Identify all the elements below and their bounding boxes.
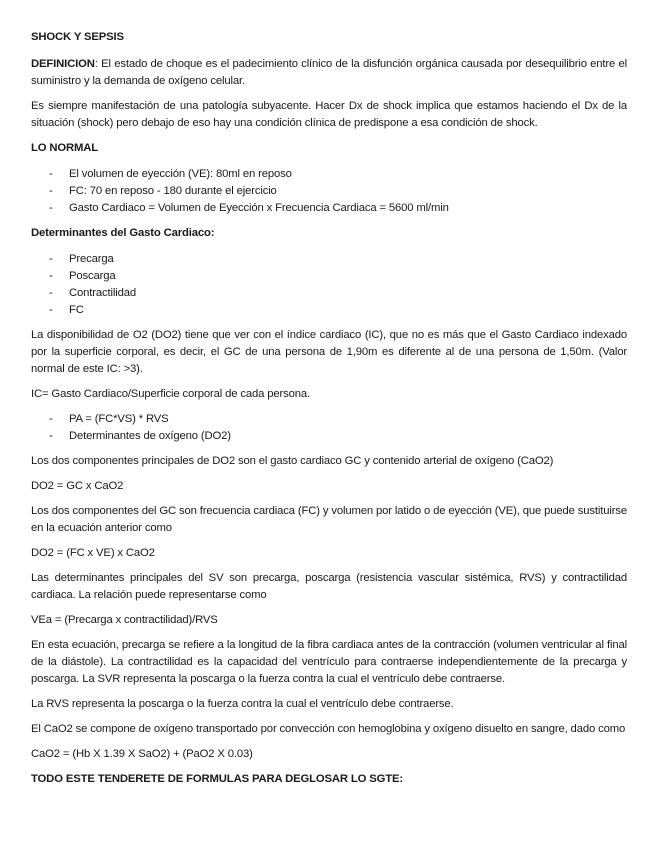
list-item: - El volumen de eyección (VE): 80ml en reposo xyxy=(49,166,627,183)
cao2-paragraph: El CaO2 se compone de oxígeno transportado por convección con hemoglobina y oxígeno disuelto en sangre, dado como xyxy=(31,723,626,735)
cao2-formula: CaO2 = (Hb X 1.39 X SaO2) + (PaO2 X 0.03) xyxy=(31,748,253,760)
ecuacion-paragraph: En esta ecuación, precarga se refiere a la longitud de la fibra cardiaca antes de la contracción (volumen ventricular al final de la diástole). La contractilidad es la capacidad del ventrículo para contraerse independientemente de la precarga y poscarga. La SVR representa la poscarga o la fuerza contra la cual el ventrículo debe contraerse. xyxy=(31,639,627,685)
pa-list xyxy=(31,411,627,445)
componentes-gc-paragraph: Los dos componentes del GC son frecuencia cardiaca (FC) y volumen por latido o de eyección (VE), que puede sustituirse en la ecuación anterior como xyxy=(31,505,627,534)
list-item: - Poscarga xyxy=(49,268,627,285)
list-item: - FC: 70 en reposo - 180 durante el ejercicio xyxy=(49,183,627,200)
ic-paragraph: IC= Gasto Cardiaco/Superficie corporal de cada persona. xyxy=(31,388,311,400)
determinantes-heading: Determinantes del Gasto Cardiaco: xyxy=(31,227,215,239)
list-item: - PA = (FC*VS) * RVS xyxy=(49,411,627,428)
rvs-paragraph: La RVS representa la poscarga o la fuerza contra la cual el ventrículo debe contraerse. xyxy=(31,698,454,710)
definition-text: : El estado de choque es el padecimiento clínico de la disfunción orgánica causada por desequilibrio entre el suministro y la demanda de oxígeno celular. xyxy=(31,58,627,87)
manifestation-paragraph: Es siempre manifestación de una patología subyacente. Hacer Dx de shock implica que estamos haciendo el Dx de la situación (shock) pero debajo de eso hay una condición clínica de predispone a esa condición de shock. xyxy=(31,100,627,129)
sv-paragraph: Las determinantes principales del SV son precarga, poscarga (resistencia vascular sistémica, RVS) y contractilidad cardiaca. La relación puede representarse como xyxy=(31,572,627,601)
lo-normal-list xyxy=(31,166,627,217)
componentes-paragraph: Los dos componentes principales de DO2 son el gasto cardiaco GC y contenido arterial de oxígeno (CaO2) xyxy=(31,455,554,467)
do2-expanded-formula: DO2 = (FC x VE) x CaO2 xyxy=(31,547,155,559)
determinantes-list xyxy=(31,251,627,319)
lo-normal-heading: LO NORMAL xyxy=(31,142,99,154)
closing-heading: TODO ESTE TENDERETE DE FORMULAS PARA DEGLOSAR LO SGTE: xyxy=(31,773,404,785)
list-item: - Determinantes de oxígeno (DO2) xyxy=(49,428,627,445)
list-item: - Precarga xyxy=(49,251,627,268)
definition-label: DEFINICION xyxy=(31,58,95,70)
list-item: - Contractilidad xyxy=(49,285,627,302)
list-item: - FC xyxy=(49,302,627,319)
document-title: SHOCK Y SEPSIS xyxy=(31,31,124,43)
definition-paragraph xyxy=(31,56,627,90)
disponibilidad-paragraph: La disponibilidad de O2 (DO2) tiene que ver con el índice cardiaco (IC), que no es más que el Gasto Cardiaco indexado por la superficie corporal, es decir, el GC de una persona de 1,90m es diferente al de una persona de 1,50m. (Valor normal de este IC: >3). xyxy=(31,329,627,375)
list-item: - Gasto Cardiaco = Volumen de Eyección x Frecuencia Cardiaca = 5600 ml/min xyxy=(49,200,627,217)
do2-formula: DO2 = GC x CaO2 xyxy=(31,480,124,492)
vea-formula: VEa = (Precarga x contractilidad)/RVS xyxy=(31,614,218,626)
